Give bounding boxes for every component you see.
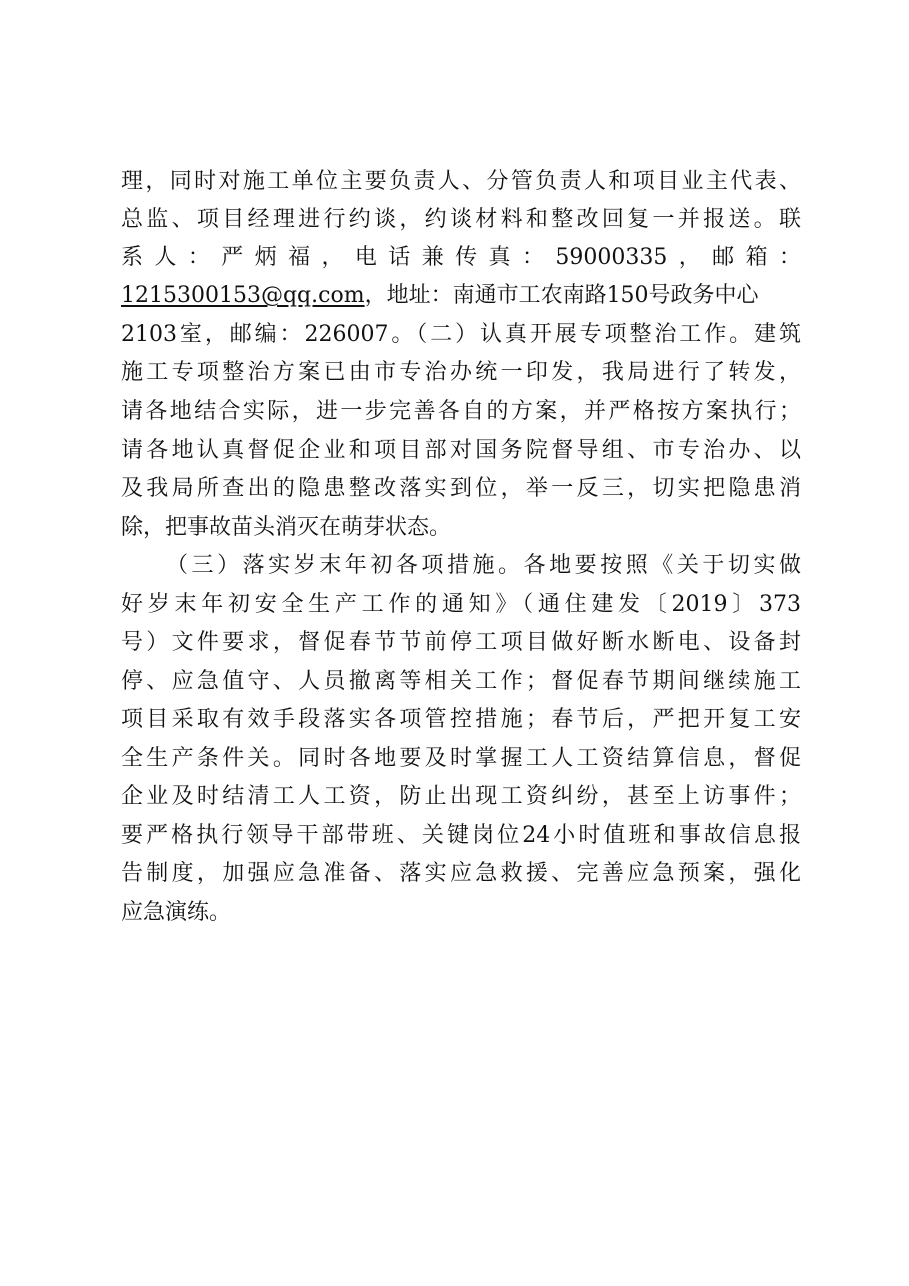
address-text: ，地址：南通市工农南路150号政务中心 bbox=[364, 283, 759, 308]
text-line: 全生产条件关。同时各地要及时掌握工人工资结算信息，督促 bbox=[121, 746, 801, 771]
text-line: 项目采取有效手段落实各项管控措施；春节后，严把开复工安 bbox=[121, 707, 801, 732]
text-line: 停、应急值守、人员撤离等相关工作；督促春节期间继续施工 bbox=[121, 669, 801, 694]
email-link[interactable]: 1215300153@qq.com bbox=[121, 283, 365, 308]
text-line: 应急演练。 bbox=[121, 900, 232, 925]
text-line: 请各地认真督促企业和项目部对国务院督导组、市专治办、以 bbox=[121, 438, 801, 463]
text-line: 请各地结合实际，进一步完善各自的方案，并严格按方案执行； bbox=[121, 399, 801, 424]
text-line: 系人：严炳福，电话兼传真：59000335，邮箱： bbox=[121, 245, 801, 270]
paragraph-start-line: （三）落实岁末年初各项措施。各地要按照《关于切实做 bbox=[166, 553, 801, 578]
text-line: 告制度，加强应急准备、落实应急救援、完善应急预案，强化 bbox=[121, 861, 801, 886]
text-line: 企业及时结清工人工资，防止出现工资纠纷，甚至上访事件； bbox=[121, 784, 801, 809]
text-line: 号）文件要求，督促春节节前停工项目做好断水断电、设备封 bbox=[121, 630, 801, 655]
text-line: 总监、项目经理进行约谈，约谈材料和整改回复一并报送。联 bbox=[121, 207, 801, 232]
text-line: 要严格执行领导干部带班、关键岗位24小时值班和事故信息报 bbox=[121, 823, 801, 848]
text-line: 好岁末年初安全生产工作的通知》（通住建发〔2019〕373 bbox=[121, 592, 801, 617]
text-line: 除，把事故苗头消灭在萌芽状态。 bbox=[121, 515, 452, 540]
email-address-line bbox=[121, 281, 801, 311]
text-line: 2103室，邮编：226007。（二）认真开展专项整治工作。建筑 bbox=[121, 322, 801, 347]
text-line: 及我局所查出的隐患整改落实到位，举一反三，切实把隐患消 bbox=[121, 476, 801, 501]
text-line: 施工专项整治方案已由市专治办统一印发，我局进行了转发， bbox=[121, 360, 801, 385]
text-line: 理，同时对施工单位主要负责人、分管负责人和项目业主代表、 bbox=[121, 169, 801, 194]
